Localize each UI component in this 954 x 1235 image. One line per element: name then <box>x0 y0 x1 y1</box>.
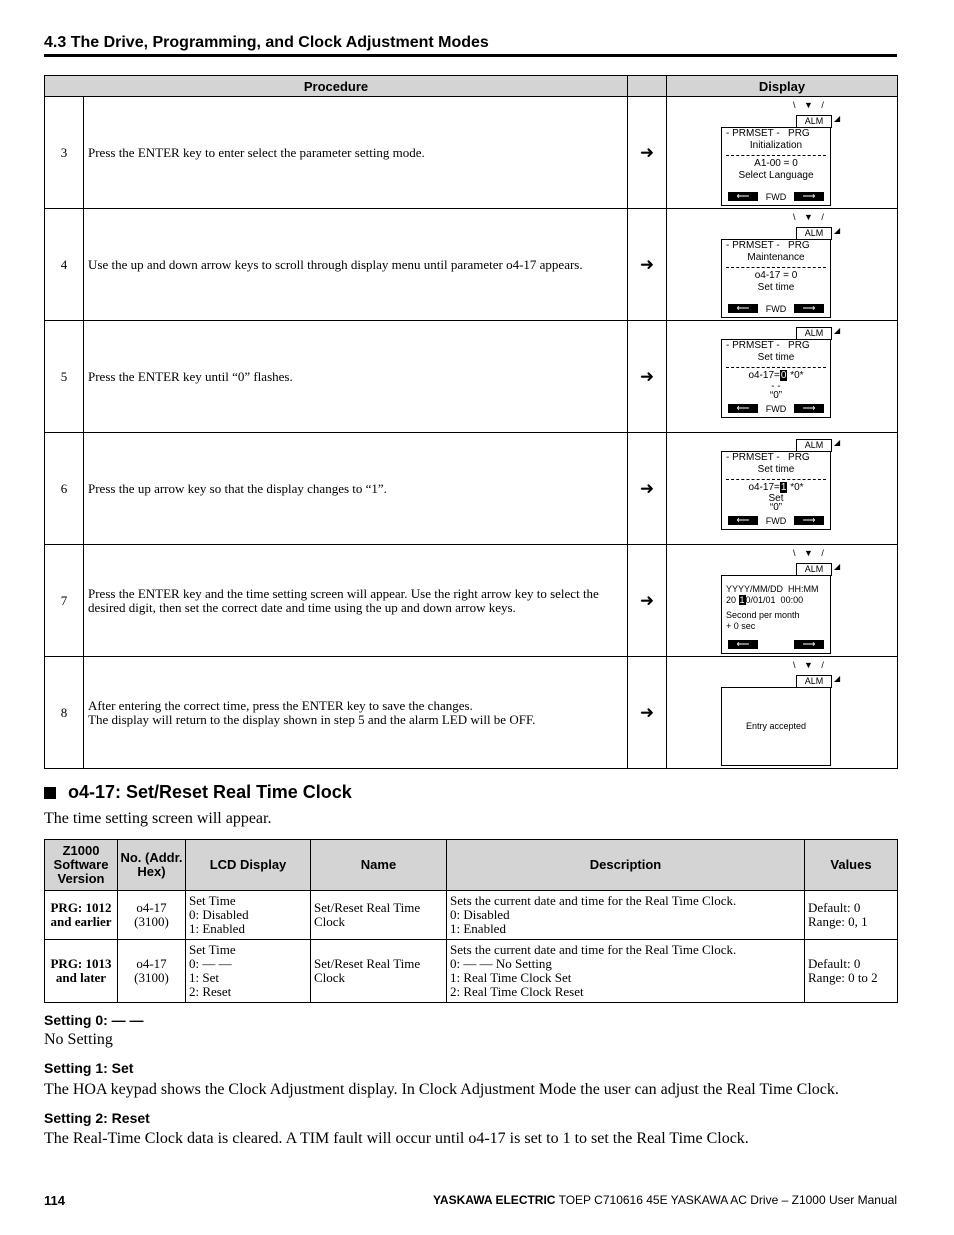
display-header: Display <box>667 76 898 97</box>
right-arrow-icon: ⟶ <box>794 404 824 413</box>
cursor: 1 <box>739 595 745 605</box>
alm-indicator: ALM <box>796 327 832 340</box>
lcd-line: o4-17=1 *0* <box>748 482 804 493</box>
lcd-line: + 0 sec <box>726 621 756 631</box>
table-row <box>45 891 898 940</box>
description-cell: Sets the current date and time for the Real Time Clock. 0: — — No Setting 1: Real Time Clock Set 2: Real Time Clock Reset <box>447 940 805 1003</box>
left-arrow-icon: ⟵ <box>728 516 758 525</box>
fwd-label: FWD <box>765 516 787 526</box>
alm-led-icon: \ ▼ / <box>793 660 827 670</box>
lcd-line: Set time <box>757 464 795 475</box>
footer-text <box>433 1193 897 1207</box>
header-version: Z1000 Software Version <box>45 840 118 891</box>
lcd-line: o4-17 = 0 <box>754 270 798 281</box>
lcd-cell: Set Time 0: Disabled 1: Enabled <box>186 891 311 940</box>
lcd-line: “0” <box>769 502 783 513</box>
step-number: 8 <box>45 657 84 769</box>
values-cell: Default: 0 Range: 0 to 2 <box>805 940 898 1003</box>
lcd-line: o4-17=0 *0* <box>748 370 804 381</box>
alm-led-icon: \ ▼ / <box>793 212 827 222</box>
square-bullet-icon <box>44 787 56 799</box>
lcd-line: “0” <box>769 390 783 401</box>
step-text: Press the up arrow key so that the display changes to “1”. <box>84 433 628 545</box>
procedure-row <box>45 97 898 209</box>
setting-0-body: No Setting <box>44 1031 113 1048</box>
lcd-cell: Set Time 0: — — 1: Set 2: Reset <box>186 940 311 1003</box>
lcd-line: Second per month <box>726 610 800 620</box>
no-cell: o4-17 (3100) <box>118 891 186 940</box>
keypad-display <box>667 209 898 321</box>
lcd-line: - PRMSET - PRG <box>726 128 810 139</box>
alm-led-icon: \ ▼ / <box>793 548 827 558</box>
fwd-label: FWD <box>765 192 787 202</box>
setting-1-body: The HOA keypad shows the Clock Adjustment display. In Clock Adjustment Mode the user can adjust the Real Time Clock. <box>44 1081 839 1098</box>
alm-led-icon: \ ▼ / <box>793 100 827 110</box>
subsection-title: o4-17: Set/Reset Real Time Clock <box>44 782 352 803</box>
left-arrow-icon: ⟵ <box>728 404 758 413</box>
keypad-display <box>667 321 898 433</box>
step-number: 4 <box>45 209 84 321</box>
version-cell: PRG: 1012 and earlier <box>45 891 118 940</box>
step-text: Use the up and down arrow keys to scroll through display menu until parameter o4-17 appears. <box>84 209 628 321</box>
cursor: 1 <box>780 482 787 493</box>
lcd-screen <box>721 239 831 318</box>
arrow-icon: ➜ <box>628 209 667 321</box>
alm-indicator: ALM <box>796 563 832 576</box>
intro-text: The time setting screen will appear. <box>44 810 272 827</box>
setting-1-heading: Setting 1: Set <box>44 1060 134 1076</box>
right-arrow-icon: ⟶ <box>794 304 824 313</box>
name-cell: Set/Reset Real Time Clock <box>311 940 447 1003</box>
step-number: 3 <box>45 97 84 209</box>
keypad-display <box>667 433 898 545</box>
lcd-screen <box>721 451 831 530</box>
fwd-label: FWD <box>765 404 787 414</box>
values-cell: Default: 0 Range: 0, 1 <box>805 891 898 940</box>
header-name: Name <box>311 840 447 891</box>
step-text: Press the ENTER key to enter select the parameter setting mode. <box>84 97 628 209</box>
left-arrow-icon: ⟵ <box>728 640 758 649</box>
footer-brand: YASKAWA ELECTRIC <box>433 1193 556 1207</box>
led-icon: ◢ <box>834 226 841 235</box>
led-icon: ◢ <box>834 438 841 447</box>
led-icon: ◢ <box>834 674 841 683</box>
alm-indicator: ALM <box>796 675 832 688</box>
arrow-icon: ➜ <box>628 321 667 433</box>
led-icon: ◢ <box>834 326 841 335</box>
header-no: No. (Addr. Hex) <box>118 840 186 891</box>
table-row <box>45 940 898 1003</box>
procedure-header: Procedure <box>45 76 628 97</box>
lcd-line: Set time <box>757 282 795 293</box>
fwd-label: FWD <box>765 304 787 314</box>
version-cell: PRG: 1013 and later <box>45 940 118 1003</box>
lcd-screen <box>721 687 831 766</box>
header-values: Values <box>805 840 898 891</box>
header-description: Description <box>447 840 805 891</box>
procedure-row <box>45 433 898 545</box>
cursor: 0 <box>780 370 787 381</box>
header-lcd: LCD Display <box>186 840 311 891</box>
alm-indicator: ALM <box>796 439 832 452</box>
no-cell: o4-17 (3100) <box>118 940 186 1003</box>
step-number: 7 <box>45 545 84 657</box>
step-number: 5 <box>45 321 84 433</box>
setting-2-heading: Setting 2: Reset <box>44 1110 150 1126</box>
led-icon: ◢ <box>834 114 841 123</box>
lcd-line: YYYY/MM/DD HH:MM <box>726 584 819 594</box>
step-text: Press the ENTER key until “0” flashes. <box>84 321 628 433</box>
lcd-line: A1-00 = 0 <box>754 158 798 169</box>
keypad-display <box>667 97 898 209</box>
lcd-screen <box>721 339 831 418</box>
section-title: 4.3 The Drive, Programming, and Clock Adjustment Modes <box>44 34 489 51</box>
arrow-icon: ➜ <box>628 97 667 209</box>
parameter-table <box>44 839 898 1003</box>
step-text: After entering the correct time, press the ENTER key to save the changes. The display will return to the display shown in step 5 and the alarm LED will be OFF. <box>84 657 628 769</box>
arrow-header <box>628 76 667 97</box>
arrow-icon: ➜ <box>628 657 667 769</box>
alm-indicator: ALM <box>796 115 832 128</box>
lcd-line: Select Language <box>738 170 814 181</box>
lcd-line: - PRMSET - PRG <box>726 240 810 251</box>
lcd-line: Initialization <box>749 140 803 151</box>
name-cell: Set/Reset Real Time Clock <box>311 891 447 940</box>
lcd-line: - - <box>771 381 781 392</box>
arrow-icon: ➜ <box>628 433 667 545</box>
keypad-display <box>667 657 898 769</box>
left-arrow-icon: ⟵ <box>728 192 758 201</box>
setting-0-heading: Setting 0: — — <box>44 1012 144 1028</box>
lcd-screen <box>721 127 831 206</box>
procedure-row <box>45 209 898 321</box>
step-text: Press the ENTER key and the time setting screen will appear. Use the right arrow key to select the desired digit, then set the correct date and time using the up and down arrow keys. <box>84 545 628 657</box>
lcd-message: Entry accepted <box>745 721 807 731</box>
page-number: 114 <box>44 1193 65 1208</box>
lcd-line: 20 10/01/01 00:00 <box>726 595 804 605</box>
lcd-line: Maintenance <box>747 252 805 263</box>
right-arrow-icon: ⟶ <box>794 640 824 649</box>
procedure-row <box>45 321 898 433</box>
lcd-screen <box>721 575 831 654</box>
step-number: 6 <box>45 433 84 545</box>
alm-indicator: ALM <box>796 227 832 240</box>
right-arrow-icon: ⟶ <box>794 516 824 525</box>
section-rule <box>44 54 897 57</box>
lcd-line: Set time <box>757 352 795 363</box>
lcd-line: - PRMSET - PRG <box>726 452 810 463</box>
arrow-icon: ➜ <box>628 545 667 657</box>
lcd-line: Set <box>768 493 784 504</box>
keypad-display <box>667 545 898 657</box>
procedure-row <box>45 657 898 769</box>
description-cell: Sets the current date and time for the Real Time Clock. 0: Disabled 1: Enabled <box>447 891 805 940</box>
left-arrow-icon: ⟵ <box>728 304 758 313</box>
procedure-row <box>45 545 898 657</box>
setting-2-body: The Real-Time Clock data is cleared. A TIM fault will occur until o4-17 is set to 1 to set the Real Time Clock. <box>44 1130 749 1147</box>
procedure-table <box>44 75 898 769</box>
lcd-line: - PRMSET - PRG <box>726 340 810 351</box>
led-icon: ◢ <box>834 562 841 571</box>
footer-doc: TOEP C710616 45E YASKAWA AC Drive – Z1000 User Manual <box>555 1193 897 1207</box>
right-arrow-icon: ⟶ <box>794 192 824 201</box>
